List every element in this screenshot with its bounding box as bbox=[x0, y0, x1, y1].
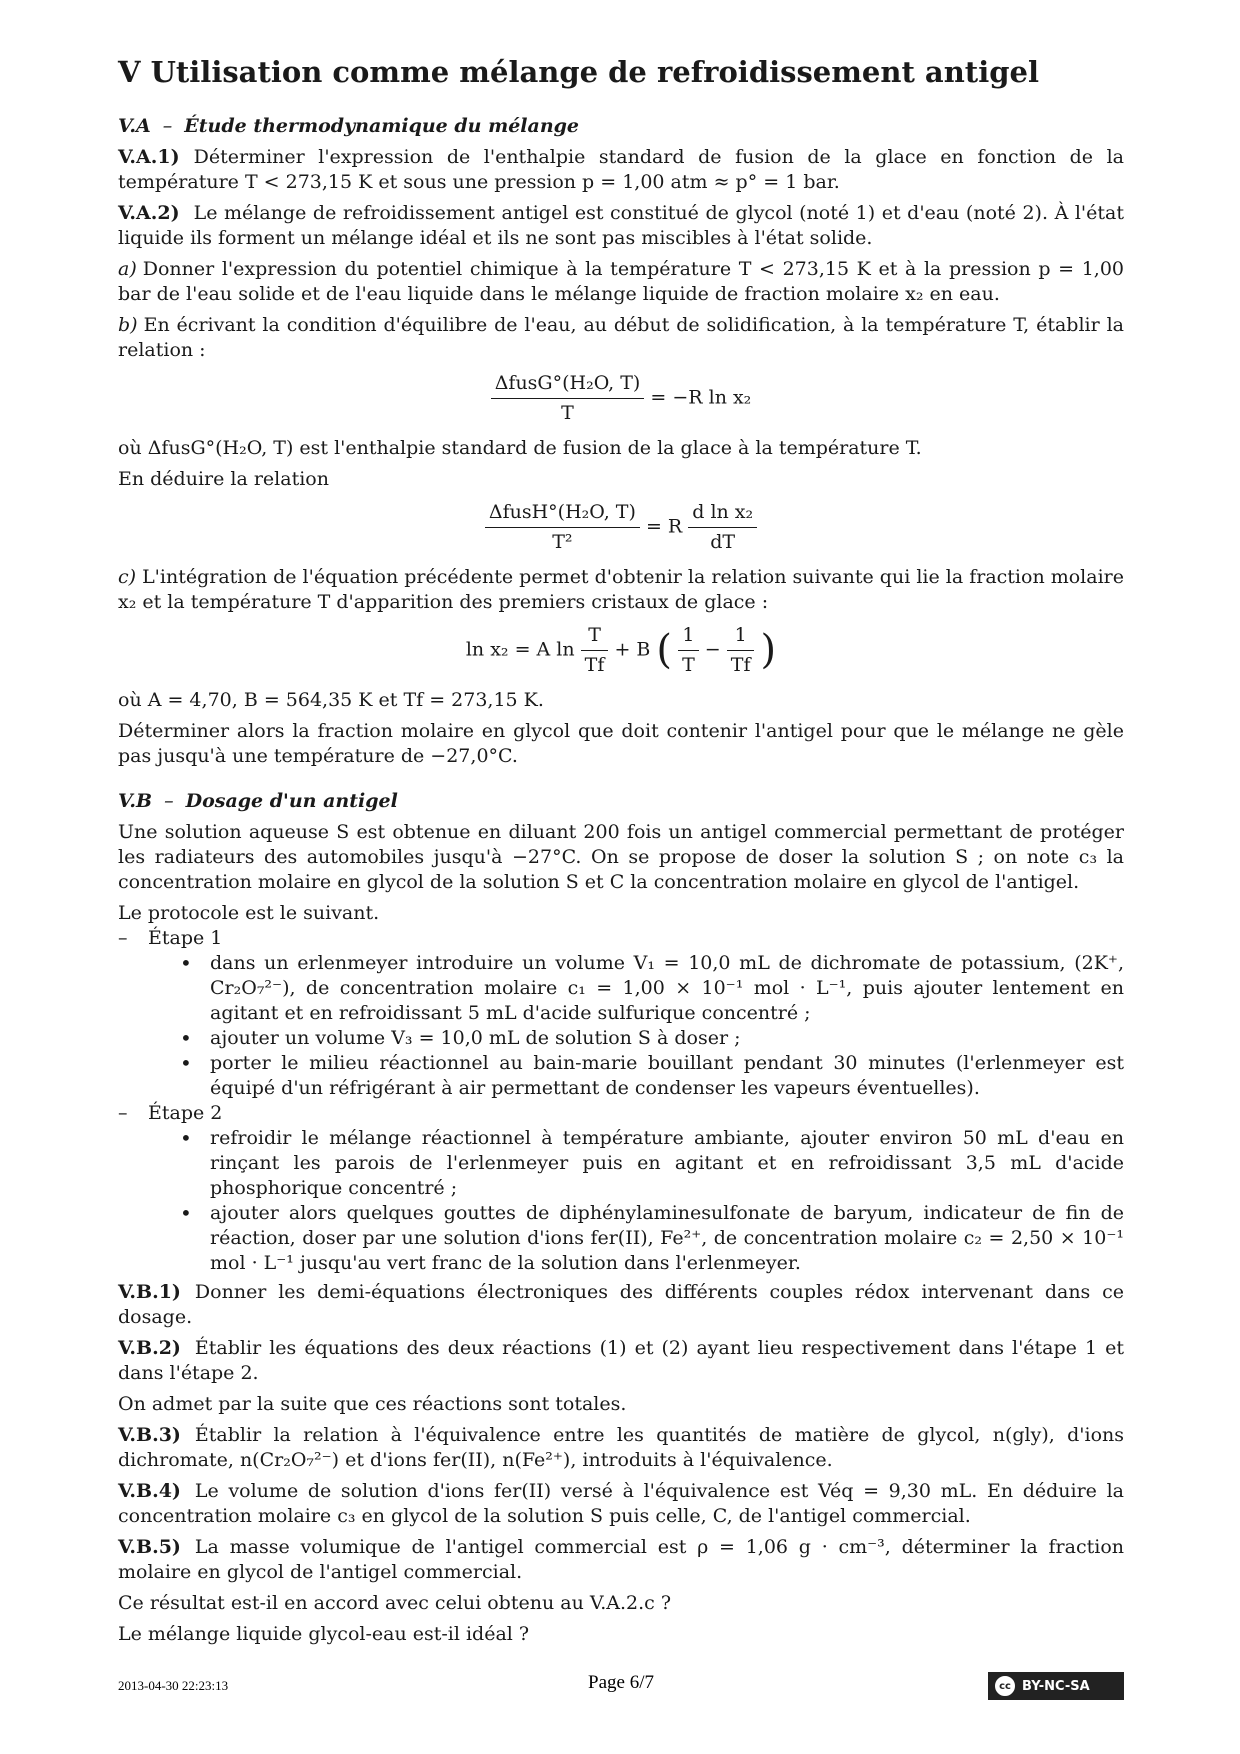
step-1 bbox=[118, 926, 1124, 1101]
question-va2-a bbox=[118, 257, 1124, 307]
cc-icon: cc bbox=[994, 1675, 1016, 1697]
step-2 bbox=[118, 1101, 1124, 1276]
subsection-a-title: Étude thermodynamique du mélange bbox=[184, 115, 580, 137]
subsection-a-label: V.A bbox=[118, 115, 151, 137]
question-text: Le volume de solution d'ions fer(II) versé à l'équivalence est Véq = 9,30 mL. En déduire la concentration molaire c₃ en glycol de la solution S puis celle, C, de l'antigel commercial. bbox=[118, 1480, 1124, 1527]
question-text: Établir les équations des deux réactions (1) et (2) ayant lieu respectivement dans l'étape 1 et dans l'étape 2. bbox=[118, 1337, 1124, 1384]
equation-3-lhs: ln x₂ = A ln bbox=[465, 638, 575, 661]
sub-text: En écrivant la condition d'équilibre de l'eau, au début de solidification, à la température T, établir la relation : bbox=[118, 314, 1124, 361]
equation-1-note: où ΔfusG°(H₂O, T) est l'enthalpie standard de fusion de la glace à la température T. bbox=[118, 437, 922, 459]
constants-text: où A = 4,70, B = 564,35 K et Tf = 273,15 K. bbox=[118, 689, 544, 711]
question-va1 bbox=[118, 145, 1124, 195]
sub-text: Donner l'expression du potentiel chimique à la température T < 273,15 K et à la pression p = 1,00 bar de l'eau solide et de l'eau liquide dans le mélange liquide de fraction molaire x₂ en eau. bbox=[118, 258, 1124, 305]
equation-1 bbox=[118, 371, 1124, 426]
list-item: • refroidir le mélange réactionnel à température ambiante, ajouter environ 50 mL d'eau en rinçant les parois de l'erlenmeyer puis en agitant et en refroidissant 3,5 mL d'acide phosphorique concentré ; bbox=[180, 1126, 1124, 1201]
equation-3-plus: + B bbox=[614, 638, 651, 661]
equation-1-denominator: T bbox=[561, 402, 574, 424]
section-title: V Utilisation comme mélange de refroidissement antigel bbox=[118, 55, 1039, 89]
question-text: La masse volumique de l'antigel commercial est ρ = 1,06 g · cm⁻³, déterminer la fraction molaire en glycol de l'antigel commercial. bbox=[118, 1536, 1124, 1583]
equation-3-fraction-1-numerator: T bbox=[581, 623, 609, 651]
equation-2-numerator: ΔfusH°(H₂O, T) bbox=[485, 500, 640, 528]
equation-1-numerator: ΔfusG°(H₂O, T) bbox=[491, 371, 645, 399]
question-number: V.B.4) bbox=[118, 1480, 181, 1502]
subsection-a-sep: – bbox=[162, 115, 173, 137]
question-number: V.A.1) bbox=[118, 146, 180, 168]
question-number: V.A.2) bbox=[118, 202, 180, 224]
page-number: Page 6/7 bbox=[588, 1672, 654, 1693]
equation-3-fraction-1-denominator: Tf bbox=[584, 654, 605, 676]
equation-3-fraction-3-numerator: 1 bbox=[727, 623, 755, 651]
equation-3-fraction-1 bbox=[581, 623, 609, 678]
left-paren: ( bbox=[656, 627, 673, 673]
list-item: • dans un erlenmeyer introduire un volume V₁ = 10,0 mL de dichromate de potassium, (2K⁺, Cr₂O₇²⁻), de concentration molaire c₁ = 1,00 × 10⁻¹ mol · L⁻¹, puis ajouter lentement en agitant et en refroidissant 5 mL d'acide sulfurique concentré ; bbox=[180, 951, 1124, 1026]
list-item: • ajouter alors quelques gouttes de diphénylaminesulfonate de baryum, indicateur de fin de réaction, doser par une solution d'ions fer(II), Fe²⁺, de concentration molaire c₂ = 2,50 × 10⁻¹ mol · L⁻¹ jusqu'au vert franc de la solution dans l'erlenmeyer. bbox=[180, 1201, 1124, 1276]
equation-2-derivative-denominator: dT bbox=[710, 531, 736, 553]
equation-2 bbox=[118, 500, 1124, 555]
step-label: Étape 1 bbox=[148, 927, 223, 949]
subsection-b-heading bbox=[118, 789, 1124, 814]
sub-label: a) bbox=[118, 258, 137, 280]
question-number: V.B.3) bbox=[118, 1424, 181, 1446]
question-text: Donner les demi-équations électroniques des différents couples rédox intervenant dans ce dosage. bbox=[118, 1281, 1124, 1328]
question-text: Le mélange de refroidissement antigel est constitué de glycol (noté 1) et d'eau (noté 2). À l'état liquide ils forment un mélange idéal et ils ne sont pas miscibles à l'état solide. bbox=[118, 202, 1124, 249]
question-vb1 bbox=[118, 1280, 1124, 1330]
protocol-steps bbox=[118, 926, 1124, 1276]
step-1-bullets bbox=[148, 951, 1124, 1101]
question-vb2 bbox=[118, 1336, 1124, 1386]
list-item: • porter le milieu réactionnel au bain-marie bouillant pendant 30 minutes (l'erlenmeyer est équipé d'un réfrigérant à air permettant de condenser les vapeurs éventuelles). bbox=[180, 1051, 1124, 1101]
question-va2-b bbox=[118, 313, 1124, 363]
equation-3-fraction-3 bbox=[727, 623, 755, 678]
question-va2 bbox=[118, 201, 1124, 251]
license-badge bbox=[988, 1672, 1124, 1700]
license-label: BY-NC-SA bbox=[1022, 1678, 1090, 1694]
question-number: V.B.5) bbox=[118, 1536, 181, 1558]
equation-2-derivative-numerator: d ln x₂ bbox=[688, 500, 757, 528]
footer-date: 2013-04-30 22:23:13 bbox=[118, 1678, 229, 1693]
equation-3-fraction-3-denominator: Tf bbox=[730, 654, 751, 676]
question-agree: Ce résultat est-il en accord avec celui obtenu au V.A.2.c ? bbox=[118, 1592, 672, 1614]
page-footer bbox=[118, 1672, 1124, 1702]
vb-intro: Une solution aqueuse S est obtenue en diluant 200 fois un antigel commercial permettant de protéger les radiateurs des automobiles jusqu'à −27°C. On se propose de doser la solution S ; on note c₃ la concentration molaire en glycol de la solution S et C la concentration molaire en glycol de l'antigel. bbox=[118, 821, 1124, 893]
subsection-b-label: V.B bbox=[118, 790, 153, 812]
sub-text: L'intégration de l'équation précédente permet d'obtenir la relation suivante qui lie la fraction molaire x₂ et la température T d'apparition des premiers cristaux de glace : bbox=[118, 566, 1124, 613]
question-vb5 bbox=[118, 1535, 1124, 1585]
equation-3-minus: − bbox=[704, 638, 721, 661]
list-item: • ajouter un volume V₃ = 10,0 mL de solution S à doser ; bbox=[180, 1026, 1124, 1051]
question-text: Déterminer l'expression de l'enthalpie standard de fusion de la glace en fonction de la température T < 273,15 K et sous une pression p = 1,00 atm ≈ p° = 1 bar. bbox=[118, 146, 1124, 193]
question-number: V.B.1) bbox=[118, 1281, 181, 1303]
equation-3-fraction-2-denominator: T bbox=[682, 654, 695, 676]
step-2-bullets bbox=[148, 1126, 1124, 1276]
step-label: Étape 2 bbox=[148, 1102, 223, 1124]
sub-label: c) bbox=[118, 566, 137, 588]
sub-label: b) bbox=[118, 314, 138, 336]
subsection-b-title: Dosage d'un antigel bbox=[185, 790, 398, 812]
equation-1-fraction bbox=[491, 371, 645, 426]
subsection-b-sep: – bbox=[164, 790, 174, 812]
equation-2-equals: = R bbox=[645, 515, 683, 538]
protocol-intro: Le protocole est le suivant. bbox=[118, 902, 380, 924]
subsection-a-heading bbox=[118, 114, 1124, 139]
equation-2-fraction bbox=[485, 500, 640, 555]
equation-3-fraction-2-numerator: 1 bbox=[678, 623, 699, 651]
vb2-note: On admet par la suite que ces réactions sont totales. bbox=[118, 1393, 627, 1415]
determine-text: Déterminer alors la fraction molaire en glycol que doit contenir l'antigel pour que le mélange ne gèle pas jusqu'à une température de −27,0°C. bbox=[118, 720, 1124, 767]
question-va2-c bbox=[118, 565, 1124, 615]
question-vb3 bbox=[118, 1423, 1124, 1473]
equation-3 bbox=[118, 623, 1124, 678]
question-text: Établir la relation à l'équivalence entre les quantités de matière de glycol, n(gly), d'ions dichromate, n(Cr₂O₇²⁻) et d'ions fer(II), n(Fe²⁺), introduits à l'équivalence. bbox=[118, 1424, 1124, 1471]
document-page bbox=[118, 54, 1124, 1653]
equation-2-derivative bbox=[688, 500, 757, 555]
question-ideal: Le mélange liquide glycol-eau est-il idéal ? bbox=[118, 1623, 530, 1645]
equation-3-fraction-2 bbox=[678, 623, 699, 678]
question-vb4 bbox=[118, 1479, 1124, 1529]
question-number: V.B.2) bbox=[118, 1337, 181, 1359]
equation-1-rhs: = −R ln x₂ bbox=[650, 386, 752, 409]
right-paren: ) bbox=[760, 627, 777, 673]
deduce-text: En déduire la relation bbox=[118, 468, 329, 490]
equation-2-denominator: T² bbox=[552, 531, 573, 553]
